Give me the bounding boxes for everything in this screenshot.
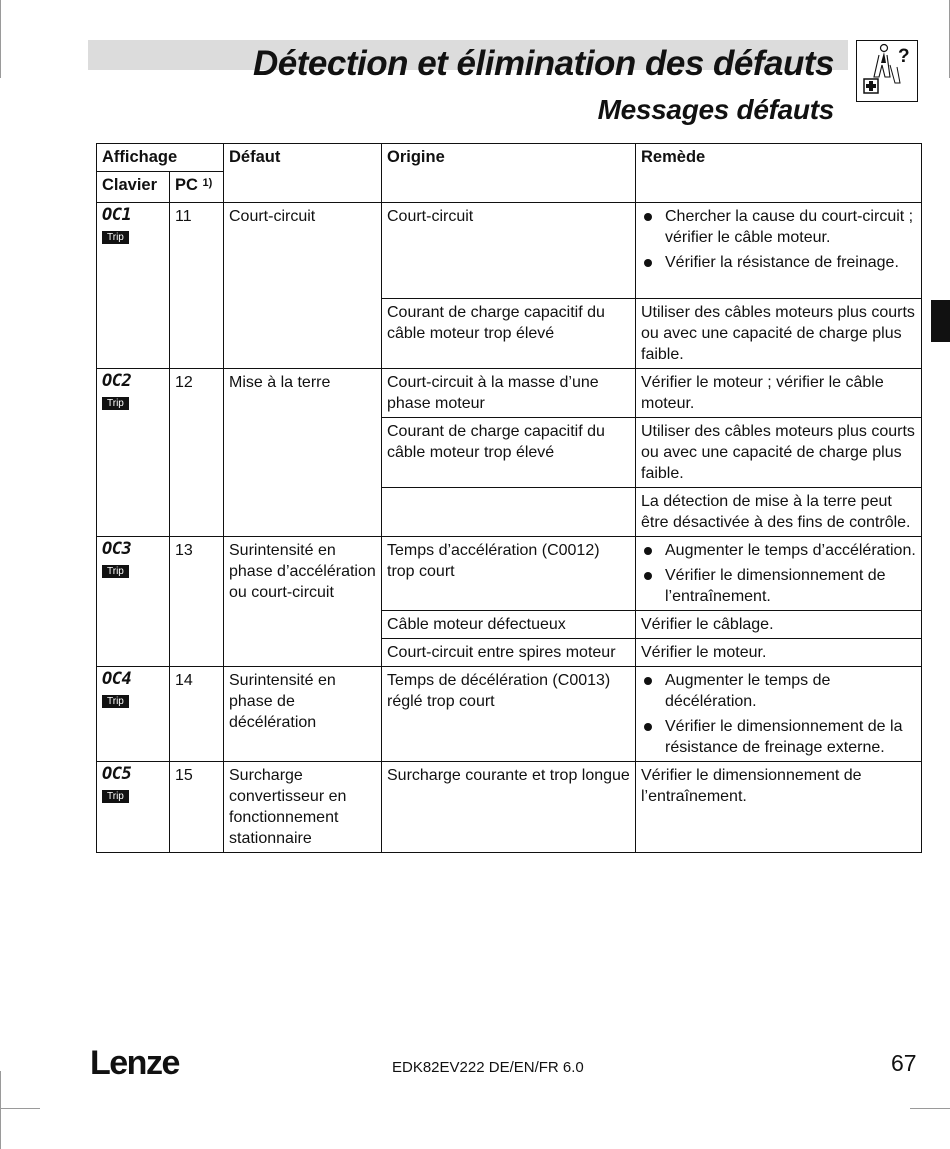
- crop-mark: [0, 1071, 1, 1149]
- pc-code: 13: [170, 537, 224, 667]
- svg-text:?: ?: [898, 46, 910, 67]
- fault-remedy: [636, 203, 922, 299]
- document-reference: EDK82EV222 DE/EN/FR 6.0: [392, 1059, 584, 1076]
- header-pc-label: PC: [175, 176, 198, 194]
- fault-name: Surintensité en phase de décélération: [224, 667, 382, 762]
- remedy-item: Chercher la cause du court-circuit ; vérifier le câble moteur.: [641, 206, 916, 248]
- pc-code: 14: [170, 667, 224, 762]
- fault-origin: Court-circuit entre spires moteur: [382, 639, 636, 667]
- fault-code: OC5: [102, 764, 132, 784]
- table-row: [97, 537, 922, 611]
- fault-origin: Surcharge courante et trop longue: [382, 762, 636, 853]
- table-row: [97, 203, 922, 299]
- keypad-display: [97, 762, 170, 853]
- header-clavier: Clavier: [97, 172, 170, 203]
- fault-code: OC1: [102, 205, 132, 225]
- trip-badge: Trip: [102, 790, 129, 803]
- pc-code: 15: [170, 762, 224, 853]
- page-number: 67: [891, 1050, 917, 1076]
- fault-code: OC4: [102, 669, 132, 689]
- pc-code: 11: [170, 203, 224, 369]
- trip-badge: Trip: [102, 231, 129, 244]
- fault-origin: Temps d’accélération (C0012) trop court: [382, 537, 636, 611]
- page-subtitle: Messages défauts: [597, 94, 834, 125]
- header-origine: Origine: [382, 144, 636, 203]
- fault-name: Court-circuit: [224, 203, 382, 369]
- fault-origin: Court-circuit à la masse d’une phase moteur: [382, 369, 636, 418]
- header-remede: Remède: [636, 144, 922, 203]
- trip-badge: Trip: [102, 565, 129, 578]
- fault-code: OC3: [102, 539, 132, 559]
- fault-name: Mise à la terre: [224, 369, 382, 537]
- pc-code: 12: [170, 369, 224, 537]
- fault-origin: Câble moteur défectueux: [382, 611, 636, 639]
- fault-origin: Courant de charge capacitif du câble moteur trop élevé: [382, 418, 636, 488]
- fault-name: Surcharge convertisseur en fonctionnement stationnaire: [224, 762, 382, 853]
- keypad-display: [97, 537, 170, 667]
- keypad-display: [97, 667, 170, 762]
- header-affichage: Affichage: [97, 144, 224, 172]
- remedy-item: Vérifier le dimensionnement de l’entraînement.: [641, 565, 916, 607]
- table-row: [97, 369, 922, 418]
- chapter-tab-marker: [931, 300, 950, 342]
- table-row: [97, 667, 922, 762]
- header-defaut: Défaut: [224, 144, 382, 203]
- keypad-display: [97, 203, 170, 369]
- table-row: [97, 762, 922, 853]
- fault-remedy: [636, 667, 922, 762]
- fault-remedy: Vérifier le dimensionnement de l’entraînement.: [636, 762, 922, 853]
- trip-badge: Trip: [102, 397, 129, 410]
- fault-messages-table: [96, 143, 922, 853]
- fault-remedy: Utiliser des câbles moteurs plus courts ou avec une capacité de charge plus faible.: [636, 299, 922, 369]
- crop-mark: [910, 1108, 950, 1109]
- footnote-ref: 1): [202, 177, 213, 189]
- page-title: Détection et élimination des défauts: [253, 44, 834, 83]
- fault-remedy: Vérifier le câblage.: [636, 611, 922, 639]
- fault-remedy: Vérifier le moteur ; vérifier le câble moteur.: [636, 369, 922, 418]
- fault-origin: Court-circuit: [382, 203, 636, 299]
- remedy-item: Augmenter le temps d’accélération.: [641, 540, 916, 561]
- crop-mark: [0, 0, 1, 78]
- header-pc: [170, 172, 224, 203]
- fault-origin: Temps de décélération (C0013) réglé trop court: [382, 667, 636, 762]
- lenze-logo: Lenze: [90, 1044, 179, 1082]
- fault-remedy: Utiliser des câbles moteurs plus courts ou avec une capacité de charge plus faible.: [636, 418, 922, 488]
- fault-remedy: La détection de mise à la terre peut être désactivée à des fins de contrôle.: [636, 488, 922, 537]
- fault-name: Surintensité en phase d’accélération ou court-circuit: [224, 537, 382, 667]
- fault-remedy: Vérifier le moteur.: [636, 639, 922, 667]
- crop-mark: [0, 1108, 40, 1109]
- fault-origin: [382, 488, 636, 537]
- fault-remedy: [636, 537, 922, 611]
- remedy-item: Vérifier la résistance de freinage.: [641, 252, 916, 273]
- keypad-display: [97, 369, 170, 537]
- fault-origin: Courant de charge capacitif du câble moteur trop élevé: [382, 299, 636, 369]
- troubleshooting-person-help-icon: [856, 40, 918, 102]
- fault-code: OC2: [102, 371, 132, 391]
- remedy-item: Augmenter le temps de décélération.: [641, 670, 916, 712]
- trip-badge: Trip: [102, 695, 129, 708]
- remedy-item: Vérifier le dimensionnement de la résistance de freinage externe.: [641, 716, 916, 758]
